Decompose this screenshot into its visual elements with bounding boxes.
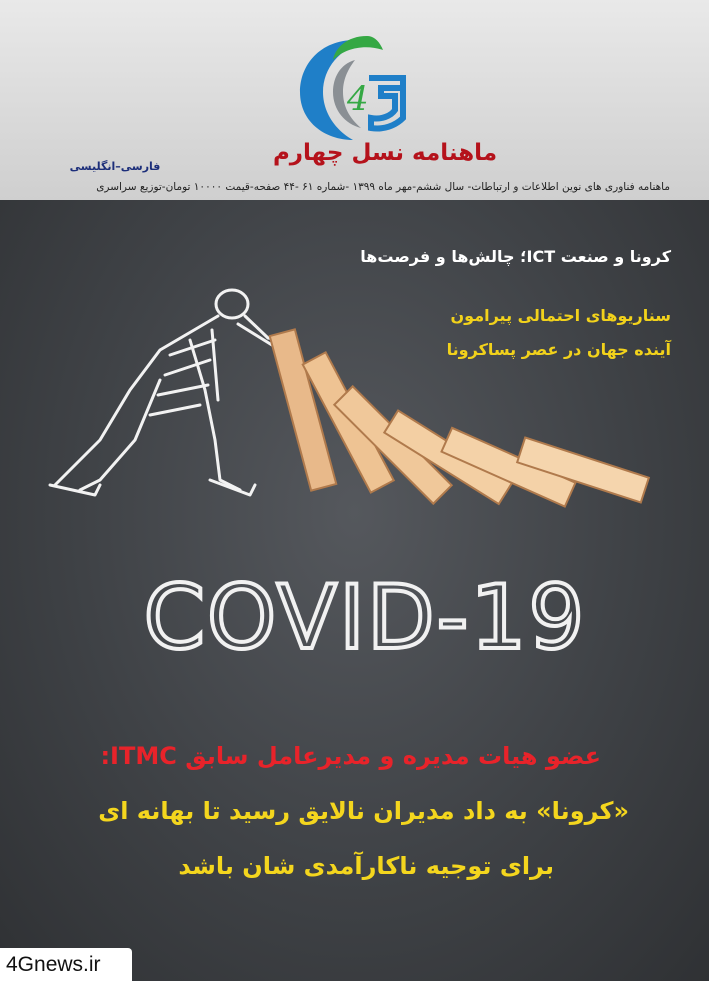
- svg-text:COVID-19: COVID-19: [143, 566, 587, 669]
- interview-headline: عضو هیات مدیره و مدیرعامل سابق ITMC:: [100, 742, 601, 770]
- cover-subheadline-line1: سناریوهای احتمالی پیرامون: [450, 306, 671, 325]
- interview-quote-line2: برای توجیه ناکارآمدی شان باشد: [178, 852, 554, 880]
- chalk-man-drawing: [50, 290, 295, 495]
- watermark-text: 4Gnews.ir: [6, 953, 101, 976]
- language-badge: فارسی–انگلیسی: [69, 160, 161, 173]
- logo-4-glyph: 4: [347, 79, 369, 119]
- cover-subheadline-line2: آینده جهان در عصر پساکرونا: [446, 340, 671, 359]
- 4g-logo: [295, 30, 415, 145]
- covid19-chalk-text: [140, 560, 590, 670]
- site-watermark: [0, 948, 132, 981]
- interview-quote-line1: «کرونا» به داد مدیران نالایق رسید تا بهانه ای: [98, 797, 629, 825]
- man-pushing-dominoes-illustration: [40, 280, 700, 520]
- cover-headline: کرونا و صنعت ICT؛ چالش‌ها و فرصت‌ها: [360, 247, 671, 266]
- cover-header: [0, 0, 709, 200]
- domino-blocks: [270, 329, 649, 506]
- magazine-title: ماهنامه نسل چهارم: [272, 140, 498, 166]
- issue-info-line: ماهنامه فناوری های نوین اطلاعات و ارتباطات- سال ششم-مهر ماه ۱۳۹۹ -شماره ۶۱ -۴۴ صفحه-قیمت ۱۰۰۰۰ تومان-توزیع سراسری: [96, 181, 670, 193]
